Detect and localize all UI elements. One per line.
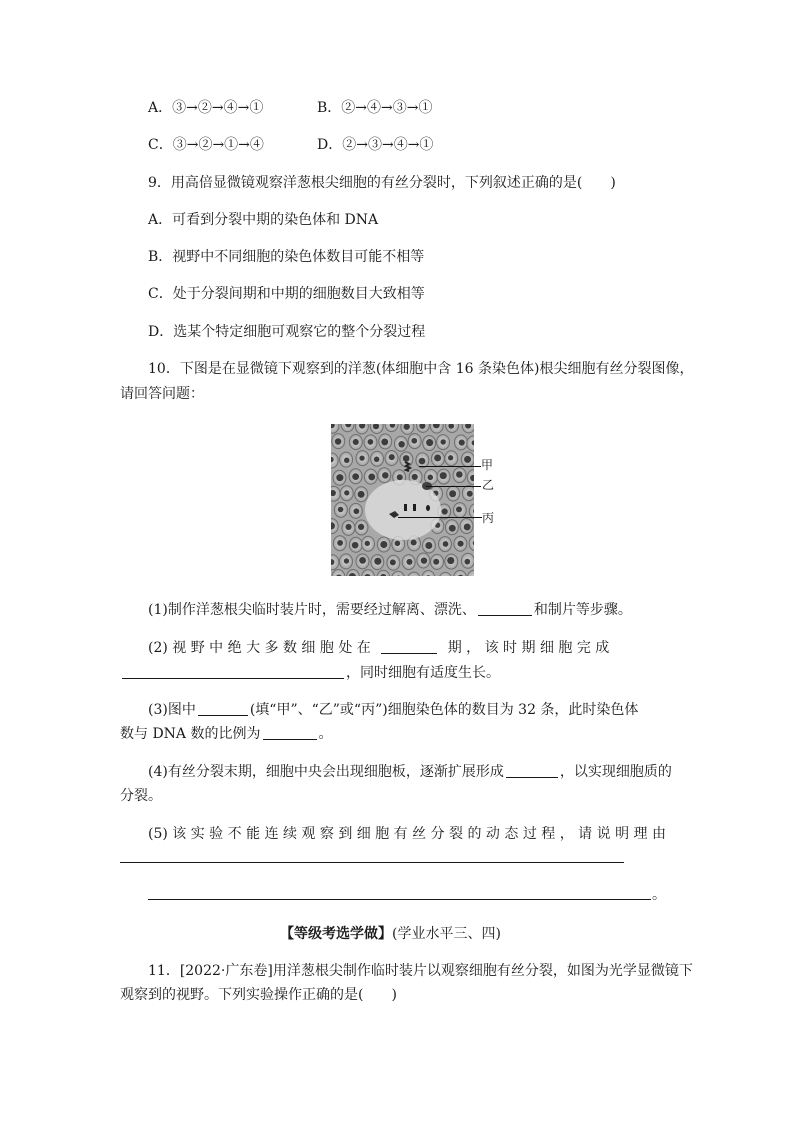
q11-stem-line1: 11．[2022·广东卷]用洋葱根尖制作临时装片以观察细胞有丝分裂，如图为光学显微镜下 — [148, 963, 693, 979]
micrograph-nucleus — [353, 508, 359, 514]
micrograph-nucleus — [441, 439, 446, 444]
micrograph-nucleus — [411, 540, 417, 546]
micrograph-nucleus — [434, 454, 441, 461]
micrograph-nucleus — [353, 439, 359, 445]
micrograph-nucleus — [428, 475, 434, 481]
micrograph-nucleus — [358, 524, 364, 530]
section-heading-bold: 【等级考选学做】 — [280, 926, 392, 942]
q10-part2 — [148, 638, 609, 658]
q9-stem: 9．用高倍显微镜观察洋葱根尖细胞的有丝分裂时，下列叙述正确的是( ) — [148, 175, 616, 191]
q10-part4-line2: 分裂。 — [120, 788, 162, 804]
q10-part2-text-c: ，同时细胞有适度生长。 — [346, 665, 500, 681]
micrograph-nucleus — [395, 541, 400, 546]
micrograph-nucleus — [458, 541, 464, 547]
micrograph-nucleus — [448, 455, 453, 460]
onion-root-tip-micrograph — [331, 424, 474, 576]
q10-part4 — [148, 762, 672, 782]
micrograph-nucleus — [443, 541, 449, 547]
figure-label-jia: 甲 — [481, 458, 494, 472]
figure-label-yi: 乙 — [482, 478, 495, 492]
q9-option-c: C．处于分裂间期和中期的细胞数目大致相等 — [148, 286, 425, 302]
q10-part3-text-a: (3)图中 — [148, 702, 196, 718]
micrograph-nucleus — [456, 471, 463, 478]
micrograph-nucleus — [336, 474, 343, 481]
micrograph-nucleus — [459, 439, 465, 445]
q10-part3-text-b: (填“甲”、“乙”或“丙”)细胞染色体的数目为 32 条，此时染色体 — [249, 702, 639, 718]
q10-part5: (5) 该 实 验 不 能 连 续 观 察 到 细 胞 有 丝 分 裂 的 动 态 过 程 ， 请 说 明 理 由 — [148, 826, 666, 842]
micrograph-nucleus — [352, 473, 359, 480]
leader-line-yi — [426, 486, 481, 487]
q10-part1-blank[interactable] — [478, 601, 532, 616]
micrograph-nucleus — [442, 508, 448, 514]
micrograph-nucleus — [397, 474, 403, 480]
section-heading — [280, 924, 501, 944]
q10-part3-text-c: 数与 DNA 数的比例为 — [120, 726, 261, 742]
q10-part3-blank-cell[interactable] — [198, 701, 248, 716]
micrograph-nucleus — [345, 524, 351, 530]
micrograph-nucleus — [382, 472, 389, 479]
q8-option-c: C．③→②→①→④ — [148, 137, 264, 153]
micrograph-nucleus — [368, 439, 374, 445]
q10-stem-line1: 10．下图是在显微镜下观察到的洋葱(体细胞中含 16 条染色体)根尖细胞有丝分裂图像， — [148, 361, 694, 377]
q10-part2-text-a: (2) 视 野 中 绝 大 多 数 细 胞 处 在 — [148, 640, 371, 656]
q10-part2-text-b: 期 ， 该 时 期 细 胞 完 成 — [447, 640, 610, 656]
q10-part3-text-d: 。 — [318, 726, 333, 742]
micrograph-nucleus — [440, 472, 447, 479]
micrograph-nucleus — [412, 474, 418, 480]
q10-part5-answer-line1[interactable] — [120, 862, 624, 863]
micrograph-nucleus — [411, 438, 417, 444]
q10-part2-blank-phase[interactable] — [381, 639, 437, 654]
micrograph-nucleus — [381, 438, 388, 445]
q10-part5-period: 。 — [652, 887, 666, 903]
micrograph-nucleus — [344, 490, 349, 495]
micrograph-nucleus — [447, 557, 454, 564]
micrograph-nucleus — [419, 458, 426, 465]
section-heading-tail: (学业水平三、四) — [392, 926, 501, 942]
micrograph-nucleus — [425, 542, 432, 549]
q8-option-b: B．②→④→③→① — [317, 100, 433, 116]
micrograph-nucleus — [374, 558, 381, 565]
q10-part4-text-a: (4)有丝分裂末期，细胞中央会出现细胞板，逐渐扩展形成 — [148, 764, 504, 780]
micrograph-nucleus — [344, 458, 349, 463]
figure-label-bing: 丙 — [482, 511, 495, 525]
micrograph-nucleus — [390, 559, 396, 565]
micrograph-nucleus — [464, 524, 471, 531]
q10-part4-text-b: ，以实现细胞质的 — [559, 764, 672, 780]
micrograph-nucleus — [456, 506, 462, 512]
micrograph-nucleus — [335, 438, 341, 444]
micrograph-nucleus — [368, 473, 375, 480]
leader-line-bing — [398, 517, 482, 518]
micrograph-nucleus — [359, 557, 366, 564]
q8-option-d: D．②→③→④→① — [317, 137, 434, 153]
q10-part3 — [148, 700, 638, 720]
micrograph-nucleus — [426, 439, 433, 446]
micrograph-nucleus — [352, 542, 359, 549]
q10-part2-blank-process[interactable] — [122, 664, 344, 679]
q11-stem-line2: 观察到的视野。下列实验操作正确的是( ) — [120, 987, 397, 1003]
micrograph-cells-svg — [331, 424, 474, 576]
micrograph-nucleus — [433, 559, 439, 565]
micrograph-nucleus — [464, 456, 471, 463]
q10-part3-line2 — [120, 724, 333, 744]
q10-part5-answer-line2[interactable] — [148, 899, 651, 900]
micrograph-nucleus — [449, 525, 456, 532]
micrograph-nucleus — [465, 559, 471, 565]
q10-part2-line2 — [120, 663, 500, 683]
leader-line-jia — [419, 466, 481, 467]
micrograph-nucleus — [421, 557, 427, 563]
micrograph-nucleus — [358, 491, 365, 498]
micrograph-nucleus — [337, 540, 343, 546]
q8-option-a: A．③→②→④→① — [148, 100, 264, 116]
micrograph-nucleus — [374, 457, 379, 462]
micrograph-nucleus — [449, 490, 456, 497]
micrograph-nucleus — [389, 454, 395, 460]
micrograph-nucleus — [338, 507, 344, 513]
micrograph-nucleus — [398, 441, 404, 447]
q10-stem-line2: 请回答问题： — [120, 386, 204, 402]
micrograph-nucleus — [406, 559, 412, 565]
q9-option-a: A．可看到分裂中期的染色体和 DNA — [148, 212, 379, 228]
micrograph-nucleus — [467, 491, 473, 497]
micrograph-nucleus — [380, 541, 387, 548]
q10-part1-text-a: (1)制作洋葱根尖临时装片时，需要经过解离、漂洗、 — [148, 602, 476, 618]
q9-option-b: B．视野中不同细胞的染色体数目可能不相等 — [148, 249, 425, 265]
micrograph-nucleus — [359, 455, 364, 460]
q10-part3-blank-ratio[interactable] — [263, 725, 317, 740]
micrograph-nucleus — [403, 455, 410, 462]
q10-part1-text-b: 和制片等步骤。 — [533, 602, 632, 618]
q10-part1 — [148, 600, 632, 620]
q10-part4-blank[interactable] — [506, 763, 558, 778]
micrograph-nucleus — [365, 541, 370, 546]
micrograph-nucleus — [344, 558, 349, 563]
q9-option-d: D．选某个特定细胞可观察它的整个分裂过程 — [148, 324, 426, 340]
